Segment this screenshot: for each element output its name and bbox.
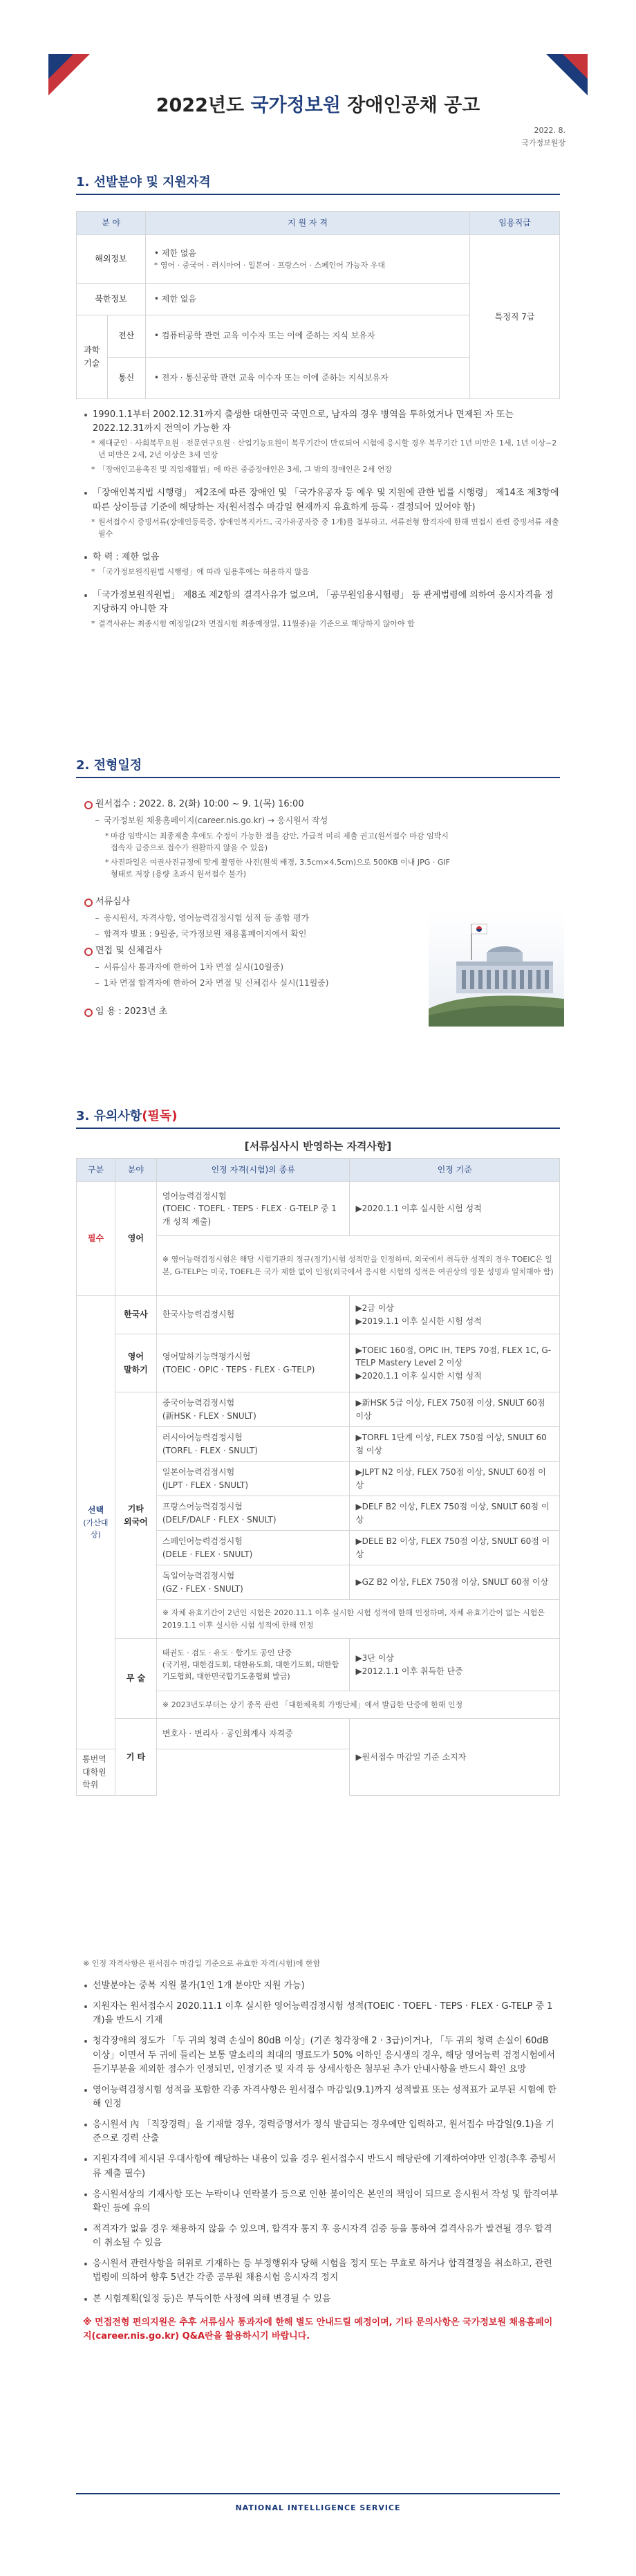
field-overseas: 해외정보 (77, 235, 146, 284)
required-label: 필수 (77, 1182, 115, 1296)
schedule-application: 원서접수 : 2022. 8. 2(화) 10:00 ~ 9. 1(목) 16:00 (83, 798, 456, 811)
field-english: 영어 (115, 1182, 156, 1296)
field-english-speaking: 영어 말하기 (115, 1334, 156, 1392)
schedule-document-review: 서류심사 (83, 895, 456, 909)
req-disability: 「장애인복지법 시행령」 제2조에 따른 장애인 및 「국가유공자 등 예우 및 지원에 관한 법률 시행령」 제14조 제3항에 따른 상이등급 기준에 해당하는 자(원서접수 마감일 현재까지 유효하게 등록 · 결정되어 있어야 함) (83, 486, 560, 514)
section-1-heading: 1. 선발분야 및 지원자격 (76, 175, 211, 190)
schedule-interview: 면접 및 신체검사 (83, 944, 456, 958)
field-martial-arts: 무 술 (115, 1639, 156, 1719)
final-note: ※ 면접전형 편의지원은 추후 서류심사 통과자에 한해 별도 안내드릴 예정이며, 기타 문의사항은 국가정보원 채용홈페이지(career.nis.go.kr) Q&A란을 활용하시기 바랍니다. (83, 2317, 553, 2342)
field-korean-history: 한국사 (115, 1296, 156, 1334)
section-3-heading: 3. 유의사항(필독) (76, 1109, 178, 1123)
field-other-languages: 기타 외국어 (115, 1392, 156, 1639)
section-2-heading: 2. 전형일정 (76, 758, 142, 773)
schedule-list: 원서접수 : 2022. 8. 2(화) 10:00 ~ 9. 1(목) 16:00 국가정보원 채용홈페이지(career.nis.go.kr) → 응시원서 작성 * 마감 임박시는 최종제출 후에도 수정이 가능한 점을 감안, 가급적 미리 제출 권고(원서접수 마감 임박시 접속자 급증으로 접수가 원활하지 않을 수 있음) * 사진파일은 여권사진규정에 맞게 촬영한 사진(흰색 배경, 3.5cm×4.5cm)으로 500KB 이내 JPG · GIF형태로 저장 (용량 초과시 원서접수 불가) 서류심사 응시원서, 자격사항, 영어능력검정시험 성적 등 종합 평가 합격자 발표 : 9월중, 국가정보원 채용홈페이지에서 확인 면접 및 신체검사 서류심사 통과자에 한하여 1차 면접 실시(10월중) 1차 면접 합격자에 한하여 2차 면접 및 신체검사 실시(11월중) 임 용 : 2023년 초 (83, 793, 456, 1019)
footer-text: NATIONAL INTELLIGENCE SERVICE (235, 2503, 401, 2512)
footer-divider (76, 2493, 560, 2494)
notice-list: ※ 인정 자격사항은 원서접수 마감일 기준으로 유효한 자격(시험)에 한함 선발분야는 중복 지원 불가(1인 1개 분야만 지원 가능) 지원자는 원서접수시 2020.11.1 이후 실시한 영어능력검정시험 성적(TOEIC · TOEFL · TEPS · FLEX · G-TELP 중 1개)을 반드시 기재 청각장애의 정도가 「두 귀의 청력 손실이 80dB 이상」(기존 청각장애 2 · 3급)이거나, 「두 귀의 청력 손실이 60dB 이상」이면서 두 귀에 들리는 보통 말소리의 최대의 명료도가 50% 이하인 응시생의 경우, 해당 영어능력 검정시험에서 듣기부분을 제외한 점수가 인정되면, 인정기준 및 자격 등 상세사항은 첨부된 추가 안내사항을 반드시 확인 요망 영어능력검정시험 성적을 포함한 각종 자격사항은 원서접수 마감일(9.1)까지 성적발표 또는 성적표가 교부된 시험에 한해 인정 응시원서 內 「직장경력」을 기재할 경우, 경력증명서가 정식 발급되는 경우에만 입력하고, 원서접수 마감일(9.1)을 기준으로 경력 산출 지원자격에 제시된 우대사항에 해당하는 내용이 있을 경우 원서접수시 반드시 해당란에 기재하여야만 인정(추후 증빙서류 제출 필수) 응시원서상의 기재사항 또는 누락이나 연락불가 등으로 인한 불이익은 본인의 책임이 되므로 응시원서 작성 및 합격여부 확인 등에 유의 적격자가 없을 경우 채용하지 않을 수 있으며, 합격자 통지 후 응시자격 검증 등을 통하여 결격사유가 발견될 경우 합격이 취소될 수 있음 응시원서 관련사항을 허위로 기재하는 등 부정행위자 당해 시험을 정지 또는 무효로 하거나 합격결정을 취소하고, 관련법령에 의하여 향후 5년간 각종 공무원 채용시험 응시자격 정지 본 시험계획(일정 등)은 부득이한 사정에 의해 변경될 수 있음 ※ 면접전형 편의지원은 추후 서류심사 통과자에 한해 별도 안내드릴 예정이며, 기타 문의사항은 국가정보원 채용홈페이지(career.nis.go.kr) Q&A란을 활용하시기 바랍니다. (83, 1958, 560, 2344)
field-qualification-table: 분 야 지 원 자 격 임용직급 해외정보 • 제한 없음 * 영어 · 중국어 · 러시아어 · 일본어 · 프랑스어 · 스페인어 가능자 우대 특정직 7급 북한정보 • 제한 없음 과학 기술 전산 통신 • 컴퓨터공학 관련 교육 이수자 또는 이에 준하는 지식 보유자 • 전자 · 통신공학 관련 교육 이수자 또는 이에 준하는 지식보유자 (76, 211, 560, 399)
field-north-korea: 북한정보 (77, 284, 146, 315)
req-education: 학 력 : 제한 없음 (83, 551, 560, 564)
optional-label: 선택 (가산대상) (77, 1296, 115, 1749)
req-disqualification: 「국가정보원직원법」 제8조 제2항의 결격사유가 없으며, 「공무원임용시험령」 등 관계법령에 의하여 응시자격을 정지당하지 아니한 자 (83, 589, 560, 616)
field-science: 과학 기술 전산 통신 (77, 315, 146, 399)
field-etc: 기 타 (115, 1719, 156, 1796)
eligibility-list: 1990.1.1부터 2002.12.31까지 출생한 대한민국 국민으로, 남자의 경우 병역을 투하였거나 면제된 자 또는 2022.12.31까지 전역이 가능한 자 * 제대군인 · 사회복무요원 · 전문연구요원 · 산업기능요원이 복무기간이 만료되어 시험에 응시할 경우 복무기간 1년 미만은 1세, 1년 이상~2년 미만은 2세, 2년 이상은 3세 연장 * 「장애인고용촉진 및 직업재활법」에 따른 중증장애인은 3세, 그 밖의 장애인은 2세 연장 「장애인복지법 시행령」 제2조에 따른 장애인 및 「국가유공자 등 예우 및 지원에 관한 법률 시행령」 제14조 제3항에 따른 상이등급 기준에 해당하는 자(원서접수 마감일 현재까지 유효하게 등록 · 결정되어 있어야 함) * 원서접수시 증빙서류(장애인등록증, 장애인복지카드, 국가유공자증 중 1개)를 첨부하고, 서류전형 합격자에 한해 면접시 관련 증빙서류 제출 필수 학 력 : 제한 없음 * 「국가정보원직원법 시행령」에 따라 임용후에는 허용하지 않음 「국가정보원직원법」 제8조 제2항의 결격사유가 없으며, 「공무원임용시험령」 등 관계법령에 의하여 응시자격을 정지당하지 아니한 자 * 결격사유는 최종시험 예정일(2차 면접시험 최종예정일, 11월중)을 기준으로 해당하지 않아야 함 (83, 408, 560, 632)
schedule-appointment: 임 용 : 2023년 초 (83, 1005, 456, 1019)
section-3-divider (76, 1128, 560, 1129)
page-title: 2022년도 국가정보원 장애인공채 공고 (156, 95, 480, 116)
issue-date: 2022. 8. 국가정보원장 (521, 126, 565, 147)
section-2-divider (76, 777, 560, 778)
section-1-divider (76, 194, 560, 195)
qualification-table-caption: [서류심사시 반영하는 자격사항] (244, 1140, 392, 1152)
corner-decoration-right-inner (563, 54, 588, 79)
req-age: 1990.1.1부터 2002.12.31까지 출생한 대한민국 국민으로, 남자의 경우 병역을 투하였거나 면제된 자 또는 2022.12.31까지 전역이 가능한 자 (83, 408, 560, 436)
grade-cell: 특정직 7급 (470, 235, 560, 399)
corner-decoration-left-inner (48, 54, 73, 79)
qualification-table: 구분 분야 인정 자격(시험)의 종류 인정 기준 필수 영어 영어능력검정시험 (TOEIC · TOEFL · TEPS · FLEX · G-TELP 중 1개 성적 제출) ▶2020.1.1 이후 실시한 시험 성적 ※ 영어능력검정시험은 해당 시험기관의 정규(정기)시험 성적만을 인정하며, 외국에서 취득한 성적의 경우 TOEIC은 일본, G-TELP는 미국, TOEFL은 국가 제한 없이 인정(외국에서 응시한 시험의 성적은 여권상의 영문 성명과 일치해야 함) 선택 (가산대상) 한국사 한국사능력검정시험 ▶2급 이상 ▶2019.1.1 이후 실시한 시험 성적 영어 말하기 영어말하기능력평가시험 (TOEIC · OPIC · TEPS · FLEX · G-TELP) ▶TOEIC 160점, OPIC IH, TEPS 70점, FLEX 1C, G-TELP Mastery Level 2 이상 ▶2020.1.1 이후 실시한 시험 성적 기타 외국어 중국어능력검정시험 (新HSK · FLEX · SNULT) ▶新HSK 5급 이상, FLEX 750점 이상, SNULT 60점 이상 러시아어능력검정시험 (TORFL · FLEX · SNULT) ▶TORFL 1단계 이상, FLEX 750점 이상, SNULT 60점 이상 일본어능력검정시험 (JLPT · FLEX · SNULT) ▶JLPT N2 이상, FLEX 750점 이상, SNULT 60점 이상 프랑스어능력검정시험 (DELF/DALF · FLEX · SNULT) ▶DELF B2 이상, FLEX 750점 이상, SNULT 60점 이상 스페인어능력검정시험 (DELE · FLEX · SNULT) ▶DELE B2 이상, FLEX 750점 이상, SNULT 60점 이상 독일어능력검정시험 (GZ · FLEX · SNULT) ▶GZ B2 이상, FLEX 750점 이상, SNULT 60점 이상 ※ 자체 유효기간이 2년인 시험은 2020.11.1 이후 실시한 시험 성적에 한해 인정하며, 자체 유효기간이 없는 시험은 2019.1.1 이후 실시한 시험 성적에 한해 인정 무 술 태권도 · 검도 · 유도 · 합기도 공인 단증 (국기원, 대한검도회, 대한유도회, 대한기도회, 대한합기도협회, 대한민국합기도총협회 발급) ▶3단 이상 ▶2012.1.1 이후 취득한 단증 ※ 2023년도부터는 상기 종목 관련 「대한체육회 가맹단체」에서 발급한 단증에 한해 인정 기 타 변호사 · 변리사 · 공인회계사 자격증 ▶원서접수 마감일 기준 소지자 통번역대학원 학위 (76, 1158, 560, 1796)
nis-building-illustration (429, 912, 564, 1027)
